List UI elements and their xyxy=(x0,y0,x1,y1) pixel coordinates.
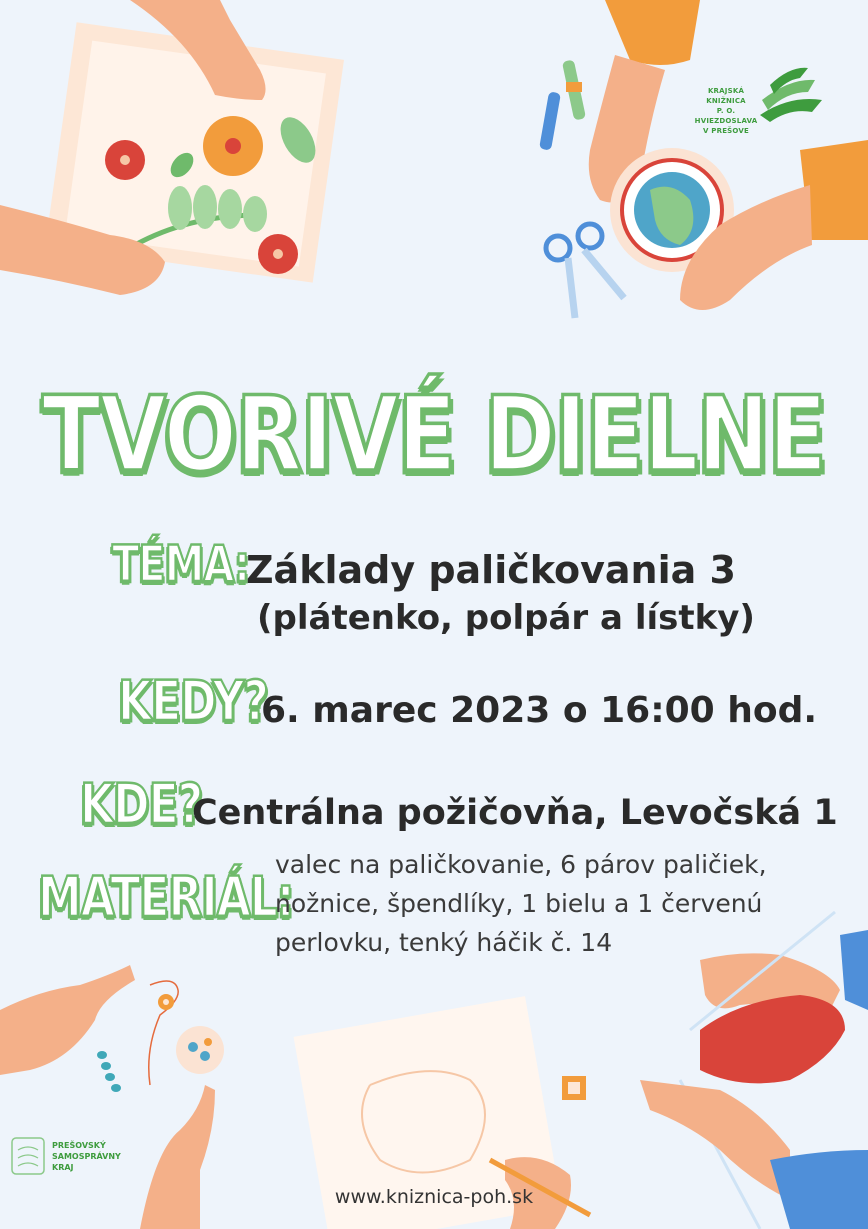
scissors-icon xyxy=(546,224,624,318)
library-logo-icon xyxy=(760,68,822,122)
tema-label: TÉMA: xyxy=(112,536,250,594)
region-line-3: KRAJ xyxy=(52,1163,74,1172)
bead-string xyxy=(97,1051,121,1092)
hand-knitting-bottom xyxy=(640,1080,790,1200)
tema-value-line-2: (plátenko, polpár a lístky) xyxy=(257,598,755,638)
material-list xyxy=(275,845,835,962)
library-line-3: V PREŠOVE xyxy=(703,127,749,135)
bead-bowl xyxy=(176,1026,224,1074)
region-crest-icon xyxy=(12,1138,44,1174)
sleeve-bottom-right xyxy=(840,930,868,1010)
library-logo-text xyxy=(690,86,762,136)
material-label: MATERIÁL: xyxy=(38,866,294,930)
kedy-label: KEDY? xyxy=(118,670,268,734)
thread-spools xyxy=(539,59,586,150)
red-sock xyxy=(700,995,845,1083)
region-logo-text xyxy=(52,1140,121,1173)
poster-title: TVORIVÉ DIELNE xyxy=(42,375,826,495)
material-line-2: nožnice, špendlíky, 1 bielu a 1 červenú xyxy=(275,889,763,918)
red-flower-left xyxy=(105,140,145,180)
kde-label: KDE? xyxy=(80,773,203,837)
material-line-3: perlovku, tenký háčik č. 14 xyxy=(275,928,613,957)
tema-value-line-1: Základy paličkovania 3 xyxy=(246,548,736,592)
material-line-1: valec na paličkovanie, 6 párov paličiek, xyxy=(275,850,767,879)
region-line-1: PREŠOVSKÝ xyxy=(52,1141,106,1150)
kedy-value: 6. marec 2023 o 16:00 hod. xyxy=(261,690,818,731)
orange-flower xyxy=(203,116,263,176)
library-line-2: P. O. HVIEZDOSLAVA xyxy=(694,107,758,125)
library-line-1: KRAJSKÁ KNIŽNICA xyxy=(706,87,746,105)
hand-bottom-left xyxy=(0,965,135,1075)
sleeve-top-right xyxy=(605,0,700,65)
region-line-2: SAMOSPRÁVNY xyxy=(52,1152,121,1161)
website-url[interactable]: www.kniznica-poh.sk xyxy=(334,1186,534,1208)
red-flower-right xyxy=(258,234,298,274)
kde-value: Centrálna požičovňa, Levočská 1 xyxy=(192,793,838,833)
